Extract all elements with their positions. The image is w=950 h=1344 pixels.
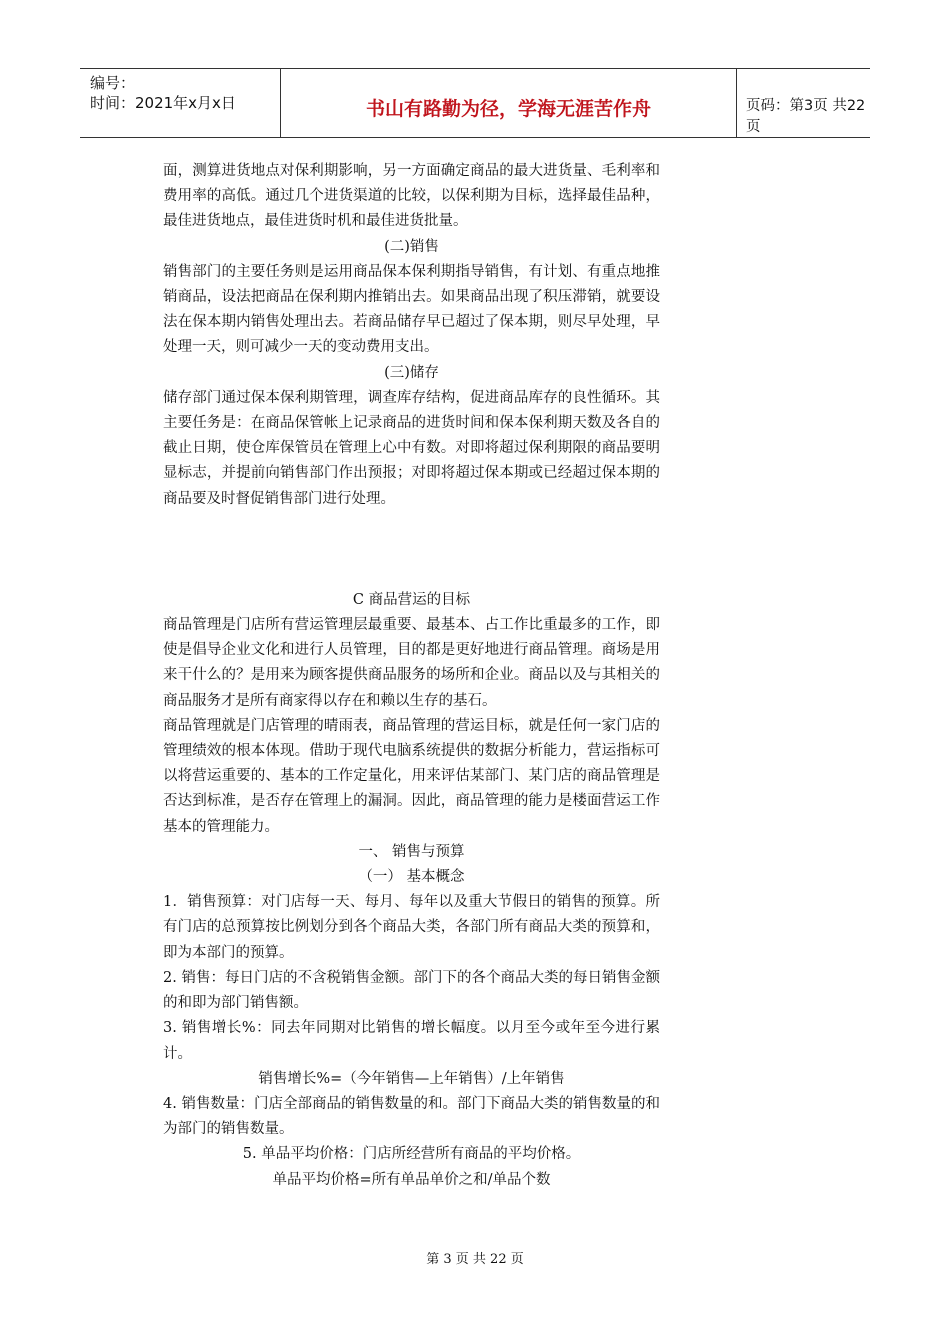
list-item-3: 3. 销售增长%：同去年同期对比销售的增长幅度。以月至今或年至今进行累计。: [163, 1020, 660, 1062]
paragraph-storage: 储存部门通过保本保利期管理，调查库存结构，促进商品库存的良性循环。其主要任务是：在商品保管帐上记录商品的进货时间和保本保利期天数及各自的截止日期，使仓库保管员在管理上心中有数。对即将超过保利期限的商品要明显标志，并提前向销售部门作出预报；对即将超过保本期或已经超过保本期的商品要及时督促销售部门进行处理。: [163, 389, 660, 507]
spacer: [163, 512, 660, 588]
page-header: [80, 68, 870, 138]
heading-sales-budget: 一、 销售与预算: [358, 843, 465, 860]
paragraph-goal-1: 商品管理是门店所有营运管理层最重要、最基本、占工作比重最多的工作，即使是倡导企业文化和进行人员管理，目的都是更好地进行商品管理。商场是用来干什么的？是用来为顾客提供商品服务的场所和企业。商品以及与其相关的商品服务才是所有商家得以存在和赖以生存的基石。: [163, 617, 660, 709]
heading-goal: C 商品营运的目标: [352, 591, 471, 608]
number-label: 编号：: [90, 74, 136, 92]
heading-storage: (三)储存: [384, 364, 439, 381]
list-item-1: 1．销售预算：对门店每一天、每月、每年以及重大节假日的销售的预算。所有门店的总预算按比例划分到各个商品大类，各部门所有商品大类的预算和，即为本部门的预算。: [163, 894, 660, 961]
heading-sales: (二)销售: [384, 238, 439, 255]
time-label: 时间：2021年x月x日: [90, 94, 236, 112]
page-label: 页码：第3页 共22页: [746, 98, 866, 135]
page-footer: 第 3 页 共 22 页: [426, 1252, 524, 1267]
motto: 书山有路勤为径，学海无涯苦作舟: [365, 98, 651, 120]
header-page-cell: [736, 69, 870, 137]
formula-average-price: 单品平均价格=所有单品单价之和/单品个数: [272, 1171, 551, 1188]
document-body: [163, 159, 660, 1193]
paragraph-procurement: 面，测算进货地点对保利期影响，另一方面确定商品的最大进货量、毛利率和费用率的高低。通过几个进货渠道的比较，以保利期为目标，选择最佳品种，最佳进货地点，最佳进货时机和最佳进货批量。: [163, 163, 660, 230]
header-info-cell: [80, 69, 280, 137]
formula-growth: 销售增长%=（今年销售—上年销售）/上年销售: [258, 1070, 565, 1087]
heading-basic-concepts: （一） 基本概念: [358, 869, 465, 886]
paragraph-sales: 销售部门的主要任务则是运用商品保本保利期指导销售，有计划、有重点地推销商品，设法把商品在保利期内推销出去。如果商品出现了积压滞销，就要设法在保本期内销售处理出去。若商品储存早已超过了保本期，则尽早处理，早处理一天，则可减少一天的变动费用支出。: [163, 263, 660, 356]
header-motto-cell: [280, 69, 737, 137]
list-item-5: 5. 单品平均价格：门店所经营所有商品的平均价格。: [242, 1146, 581, 1163]
list-item-4: 4. 销售数量：门店全部商品的销售数量的和。部门下商品大类的销售数量的和为部门的销售数量。: [163, 1095, 660, 1138]
list-item-2: 2. 销售：每日门店的不含税销售金额。部门下的各个商品大类的每日销售金额的和即为部门销售额。: [163, 969, 660, 1012]
paragraph-goal-2: 商品管理就是门店管理的晴雨表，商品管理的营运目标，就是任何一家门店的管理绩效的根本体现。借助于现代电脑系统提供的数据分析能力，营运指标可以将营运重要的、基本的工作定量化，用来评估某部门、某门店的商品管理是否达到标准，是否存在管理上的漏洞。因此，商品管理的能力是楼面营运工作基本的管理能力。: [163, 717, 660, 835]
